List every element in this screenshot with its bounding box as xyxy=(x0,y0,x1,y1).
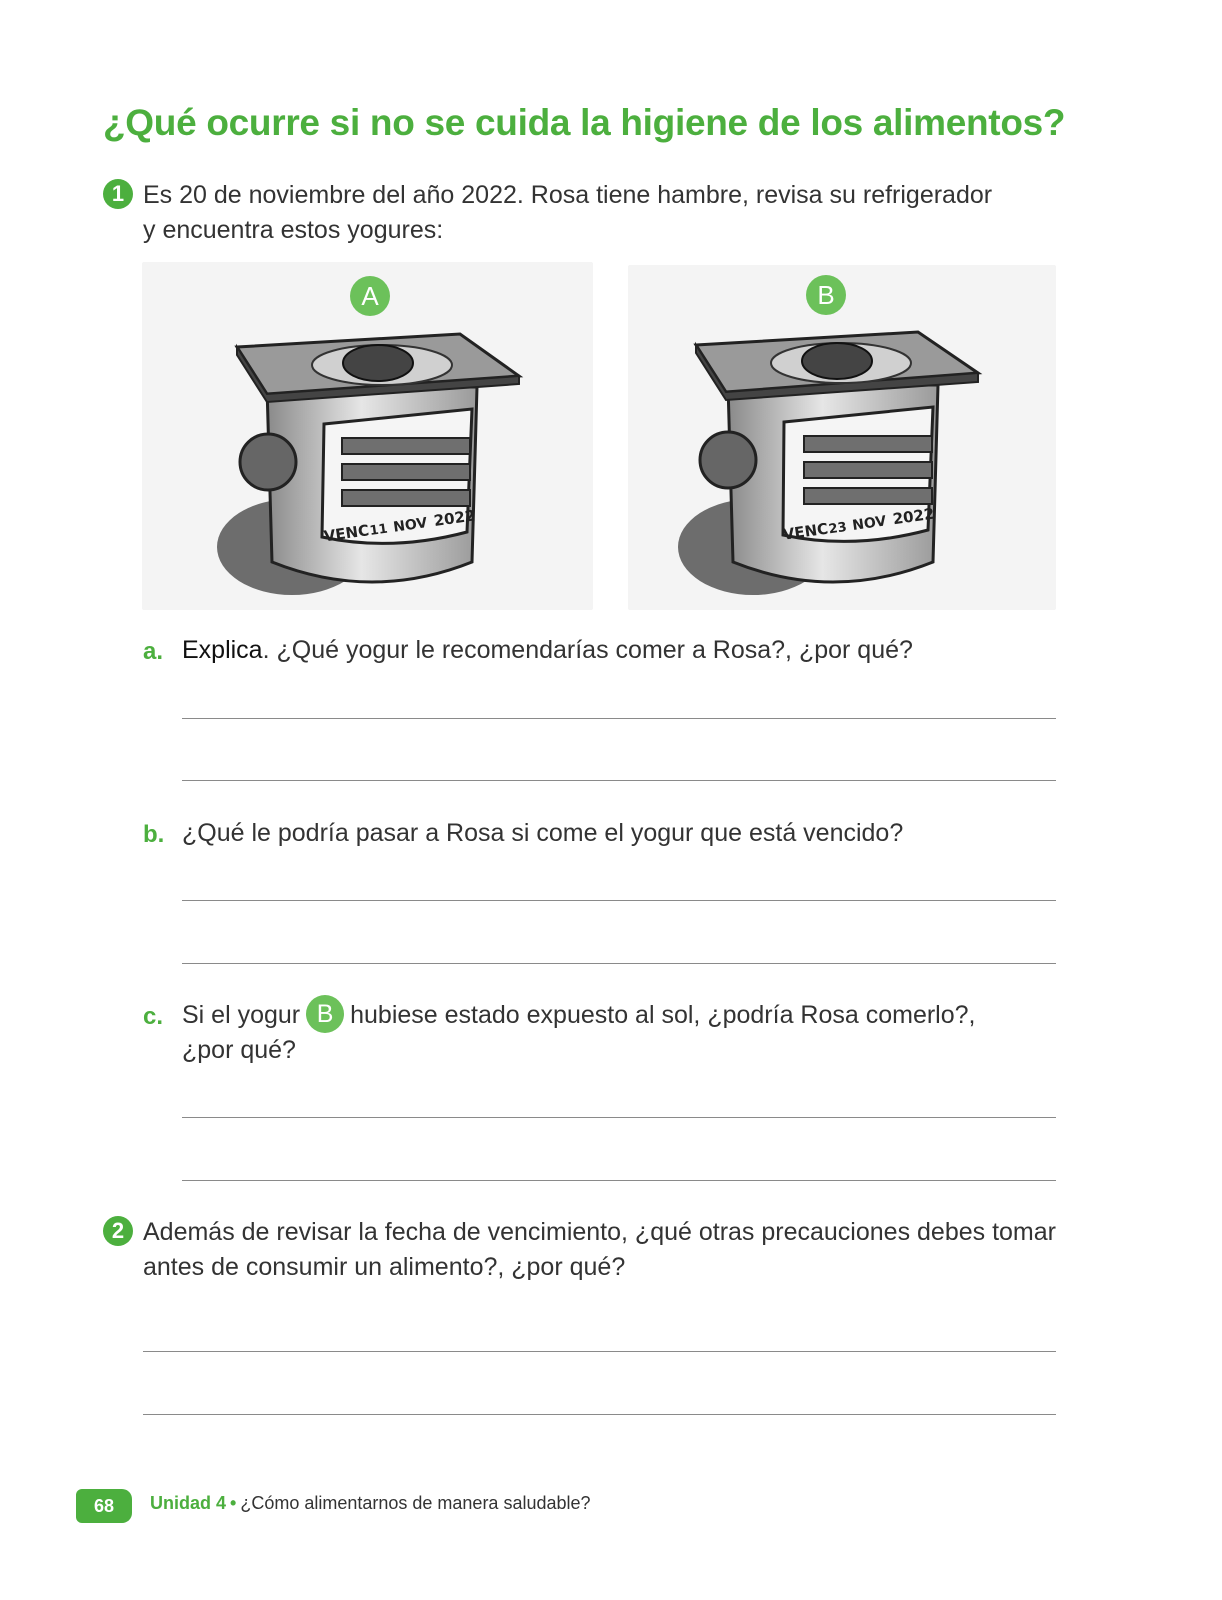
yogurt-a-venc-label: VENC xyxy=(322,521,371,546)
yogurt-b-venc-label: VENC xyxy=(781,519,830,544)
footer-unit-label: Unidad 4 xyxy=(150,1493,227,1513)
question-2-line-1: Además de revisar la fecha de vencimiento, ¿qué otras precauciones debes tomar xyxy=(143,1218,1056,1246)
sub-question-c-pre: Si el yogur xyxy=(182,1001,301,1029)
yogurt-b-inline-badge: B xyxy=(306,995,344,1033)
yogurt-a-illustration-panel xyxy=(142,262,593,610)
sub-question-c-post: hubiese estado expuesto al sol, ¿podría Rosa comerlo?, xyxy=(350,1001,976,1029)
sub-question-b-text: ¿Qué le podría pasar a Rosa si come el yogur que está vencido? xyxy=(182,819,904,847)
sub-question-b-letter: b. xyxy=(143,821,165,848)
question-number-badge: 1 xyxy=(103,179,133,209)
answer-line-2-2[interactable] xyxy=(143,1414,1056,1415)
yogurt-a-letter-badge: A xyxy=(350,276,390,316)
sub-question-c-line-2: ¿por qué? xyxy=(182,1036,296,1064)
question-1-line-2: y encuentra estos yogures: xyxy=(143,216,444,244)
sub-question-c-letter: c. xyxy=(143,1003,164,1030)
answer-line-c-2[interactable] xyxy=(182,1180,1056,1181)
footer-topic: ¿Cómo alimentarnos de manera saludable? xyxy=(240,1493,591,1513)
footer-unit-caption xyxy=(150,1493,591,1514)
sub-question-a-letter: a. xyxy=(143,638,164,665)
footer-separator: • xyxy=(230,1493,237,1513)
yogurt-b-year-label: 2022 xyxy=(891,504,936,529)
yogurt-b-illustration-panel xyxy=(628,265,1056,610)
page-number: 68 xyxy=(76,1489,132,1523)
yogurt-a-month-label: NOV xyxy=(392,515,429,536)
sub-question-c-text xyxy=(182,998,976,1033)
question-number-badge: 2 xyxy=(103,1216,133,1246)
yogurt-a-day-label: 11 xyxy=(368,521,389,540)
yogurt-b-letter-badge: B xyxy=(806,275,846,315)
page-title: ¿Qué ocurre si no se cuida la higiene de los alimentos? xyxy=(103,102,1066,143)
answer-line-b-1[interactable] xyxy=(182,900,1056,901)
answer-line-2-1[interactable] xyxy=(143,1351,1056,1352)
answer-line-c-1[interactable] xyxy=(182,1117,1056,1118)
sub-question-a-keyword: Explica xyxy=(182,636,263,664)
yogurt-b-cup-illustration xyxy=(628,265,1056,610)
answer-line-b-2[interactable] xyxy=(182,963,1056,964)
question-2-line-2: antes de consumir un alimento?, ¿por qué? xyxy=(143,1253,626,1281)
answer-line-a-2[interactable] xyxy=(182,780,1056,781)
sub-question-a-text xyxy=(182,633,913,668)
yogurt-b-month-label: NOV xyxy=(851,513,888,534)
sub-question-a-prompt: . ¿Qué yogur le recomendarías comer a Rosa?, ¿por qué? xyxy=(262,636,913,664)
answer-line-a-1[interactable] xyxy=(182,718,1056,719)
yogurt-a-cup-illustration xyxy=(142,262,593,610)
question-1-line-1: Es 20 de noviembre del año 2022. Rosa tiene hambre, revisa su refrigerador xyxy=(143,181,993,209)
yogurt-a-year-label: 2022 xyxy=(432,506,477,530)
yogurt-b-day-label: 23 xyxy=(827,519,848,538)
